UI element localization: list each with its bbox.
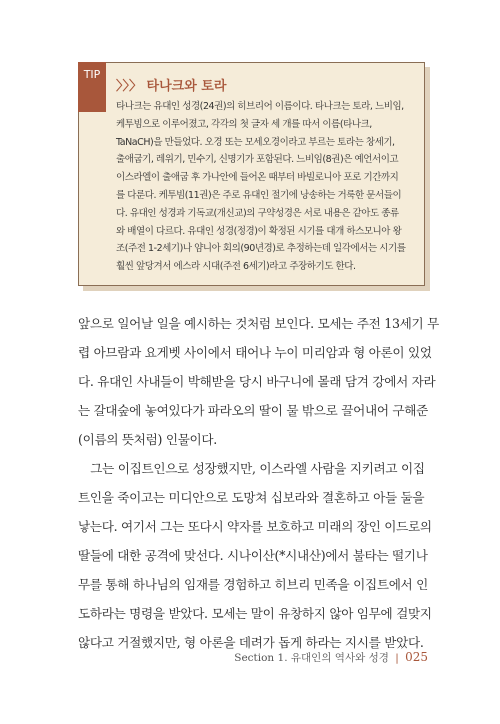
section-title: Section 1. 유대인의 역사와 성경 xyxy=(234,652,389,664)
page-number: 025 xyxy=(405,650,428,664)
body-line: 다. 유대인 사내들이 박해받을 당시 바구니에 몰래 담겨 강에서 자라 xyxy=(78,374,436,389)
tip-line: 를 다룬다. 케투빔(11권)은 주로 유대인 절기에 낭송하는 거룩한 문서들이 xyxy=(116,189,402,201)
body-line: 트인을 죽이고는 미디안으로 도망쳐 십보라와 결혼하고 아들 둘을 xyxy=(78,490,425,505)
body-line: 는 갈대숲에 놓여있다가 파라오의 딸이 물 밖으로 끌어내어 구해준 xyxy=(78,403,428,418)
tip-line: 다. 유대인 성경과 기독교(개신교)의 구약성경은 서로 내용은 같아도 종류 xyxy=(116,207,399,219)
body-line: 렵 아므람과 요게벳 사이에서 태어나 누이 미리암과 형 아론이 있었 xyxy=(78,345,432,360)
body-line: 도하라는 명령을 받았다. 모세는 말이 유창하지 않아 임무에 걸맞지 xyxy=(78,606,432,621)
body-line: 그는 이집트인으로 성장했지만, 이스라엘 사람을 지키려고 이집 xyxy=(78,461,425,476)
tip-tab: TIP xyxy=(78,62,106,112)
tip-line: TaNaCH)을 만들었다. 오경 또는 모세오경이라고 부르는 토라는 창세기, xyxy=(116,136,395,148)
tip-line: 타나크는 유대인 성경(24권)의 히브리어 이름이다. 타나크는 토라, 느비임, xyxy=(116,101,404,112)
tip-title: 〉〉〉 타나크와 토라 xyxy=(116,79,227,94)
tip-line: 출애굽기, 레위기, 민수기, 신명기가 포함된다. 느비임(8권)은 예언서이고 xyxy=(116,154,399,166)
tip-line: 조(주전 1-2세기)나 얌니아 회의(90년경)로 추정하는데 일각에서는 시기를 xyxy=(116,243,406,255)
body-line: 앞으로 일어날 일을 예시하는 것처럼 보인다. 모세는 주전 13세기 무 xyxy=(78,316,439,331)
tip-line: 와 배열이 다르다. 유대인 성경(정경)이 확정된 시기를 대개 하스모니아 왕 xyxy=(116,225,402,237)
footer-separator: | xyxy=(395,652,399,664)
body-line: 않다고 거절했지만, 형 아론을 데려가 돕게 하라는 지시를 받았다. xyxy=(78,635,424,650)
tip-line: 케투빔으로 이루어졌고, 각각의 첫 글자 세 개를 따서 이름(타나크, xyxy=(116,118,372,130)
page-footer xyxy=(234,650,428,665)
body-line: (이름의 뜻처럼) 인물이다. xyxy=(78,432,217,447)
tip-line: 이스라엘이 출애굽 후 가나안에 들어온 때부터 바빌로니아 포로 기간까지 xyxy=(116,172,399,184)
tip-line: 훨씬 앞당겨서 에스라 시대(주전 6세기)라고 주장하기도 한다. xyxy=(116,261,356,273)
body-line: 딸들에 대한 공격에 맞선다. 시나이산(*시내산)에서 불타는 떨기나 xyxy=(78,548,428,563)
body-line: 낳는다. 여기서 그는 또다시 약자를 보호하고 미래의 장인 이드로의 xyxy=(78,519,432,534)
body-line: 무를 통해 하나님의 임재를 경험하고 히브리 민족을 이집트에서 인 xyxy=(78,577,428,592)
tip-body xyxy=(116,98,412,276)
